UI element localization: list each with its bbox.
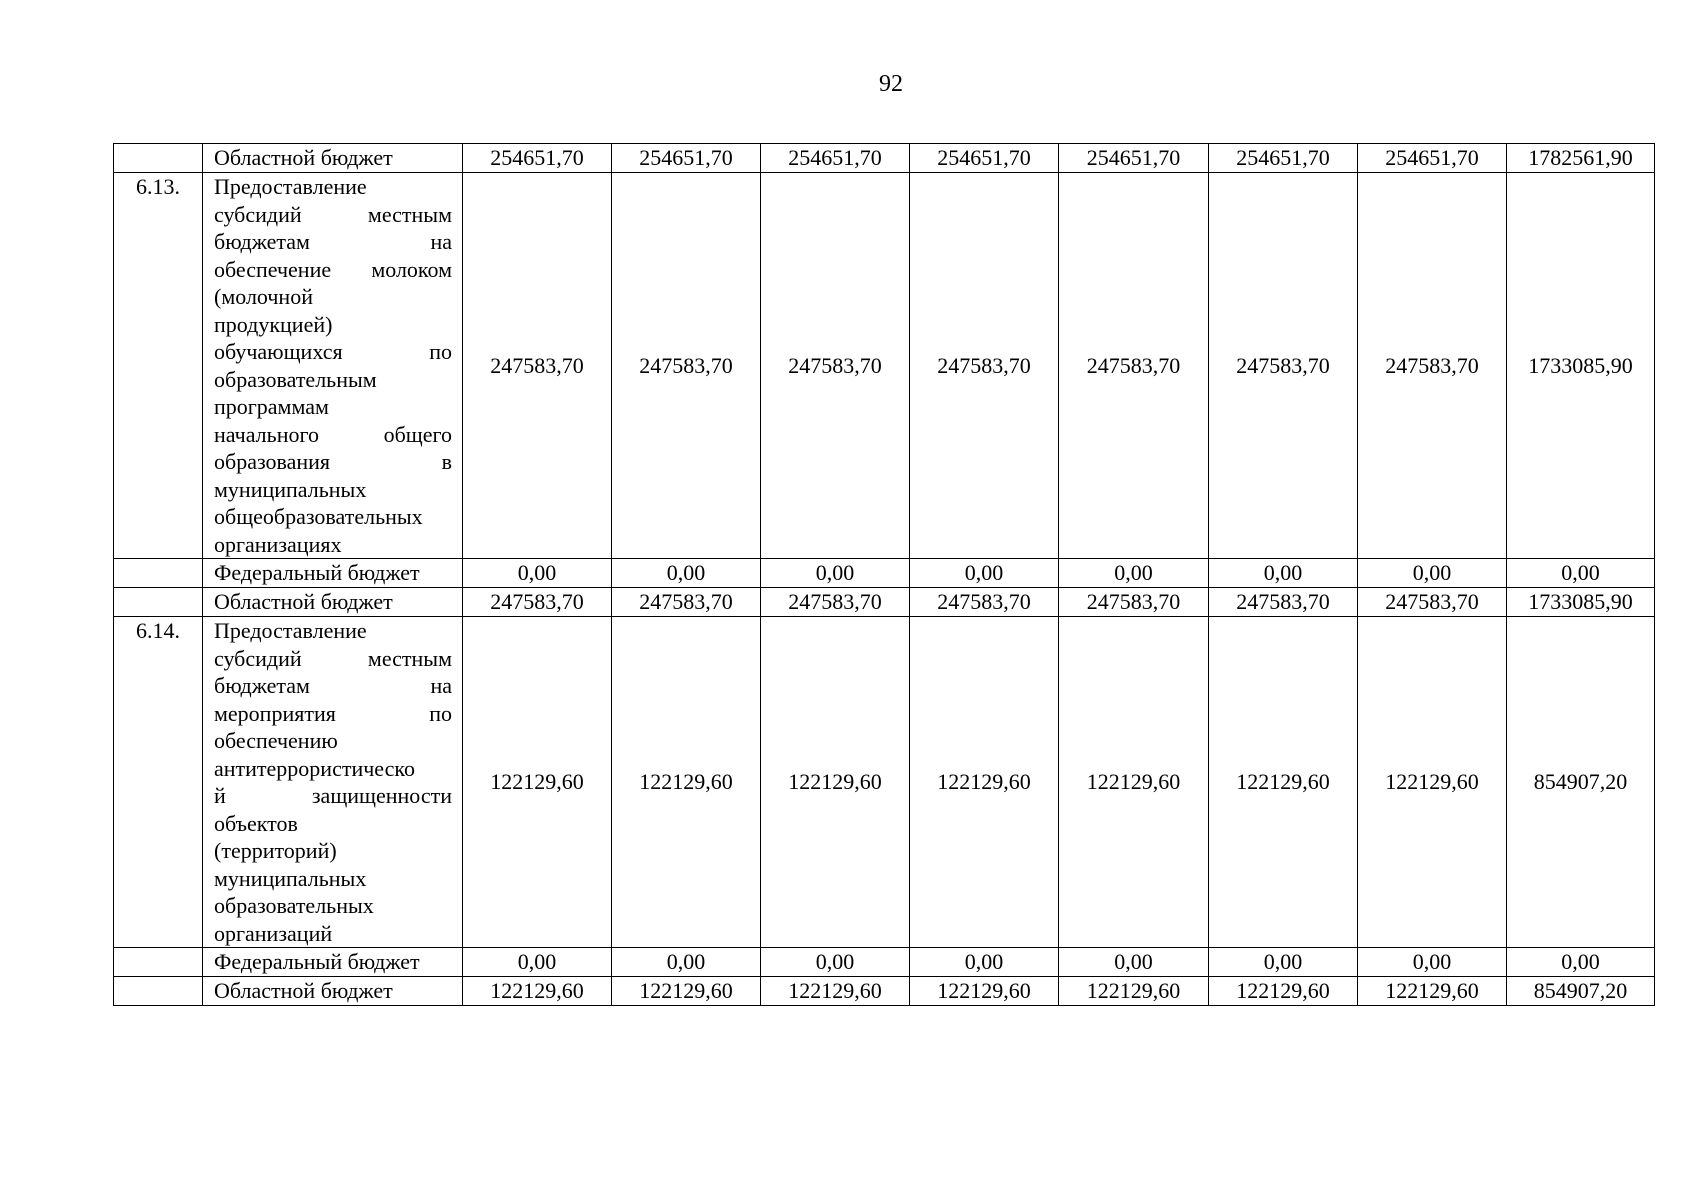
- year-value-cell: 254651,70: [1059, 144, 1209, 173]
- measure-name-line: обеспечение молоком: [214, 256, 452, 282]
- total-value-cell: 854907,20: [1507, 617, 1655, 948]
- fund-source-cell: Федеральный бюджет: [203, 559, 463, 588]
- fund-row: [114, 588, 1655, 617]
- budget-table-body: [114, 144, 1655, 1006]
- measure-name-line: бюджетам на: [214, 673, 452, 698]
- fund-row: [114, 977, 1655, 1006]
- total-value-cell: 854907,20: [1507, 977, 1655, 1006]
- row-index-cell: 6.14.: [114, 617, 203, 948]
- measure-name-line: муниципальных: [214, 476, 367, 502]
- year-value-cell: 254651,70: [612, 144, 761, 173]
- measure-name-line: мероприятия по: [214, 700, 452, 726]
- year-value-cell: 0,00: [1358, 559, 1507, 588]
- year-value-cell: 122129,60: [761, 617, 910, 948]
- year-value-cell: 247583,70: [910, 588, 1059, 617]
- year-value-cell: 247583,70: [1209, 588, 1358, 617]
- year-value-cell: 254651,70: [1358, 144, 1507, 173]
- total-value-cell: 1733085,90: [1507, 588, 1655, 617]
- year-value-cell: 0,00: [761, 559, 910, 588]
- measure-name-line: программам: [214, 394, 329, 419]
- row-index-cell: [114, 144, 203, 173]
- measure-row: [114, 173, 1655, 559]
- year-value-cell: 247583,70: [1059, 588, 1209, 617]
- year-value-cell: 247583,70: [1209, 173, 1358, 559]
- measure-name-line: образования в: [214, 449, 452, 474]
- measure-name-line: (территорий): [214, 838, 337, 863]
- year-value-cell: 247583,70: [910, 173, 1059, 559]
- measure-name-line: обеспечению: [214, 728, 338, 753]
- measure-name-line: общеобразовательных: [214, 504, 423, 529]
- year-value-cell: 122129,60: [463, 617, 612, 948]
- year-value-cell: 247583,70: [1358, 173, 1507, 559]
- fund-row: [114, 144, 1655, 173]
- year-value-cell: 0,00: [910, 948, 1059, 977]
- year-value-cell: 0,00: [1358, 948, 1507, 977]
- year-value-cell: 122129,60: [463, 977, 612, 1006]
- fund-source-cell: Областной бюджет: [203, 977, 463, 1006]
- measure-name-cell: [203, 617, 463, 948]
- measure-name-cell: [203, 173, 463, 559]
- measure-name-line: субсидий местным: [214, 201, 452, 227]
- year-value-cell: 247583,70: [612, 588, 761, 617]
- year-value-cell: 247583,70: [612, 173, 761, 559]
- year-value-cell: 122129,60: [1059, 617, 1209, 948]
- measure-name-line: субсидий местным: [214, 645, 452, 671]
- year-value-cell: 122129,60: [612, 617, 761, 948]
- measure-name-line: бюджетам на: [214, 229, 452, 254]
- measure-name-line: й защищенности: [214, 783, 452, 808]
- year-value-cell: 0,00: [463, 948, 612, 977]
- year-value-cell: 247583,70: [761, 588, 910, 617]
- year-value-cell: 0,00: [1209, 948, 1358, 977]
- measure-name-line: муниципальных: [214, 865, 367, 891]
- year-value-cell: 122129,60: [1358, 617, 1507, 948]
- measure-name-line: объектов: [214, 810, 298, 836]
- year-value-cell: 0,00: [761, 948, 910, 977]
- year-value-cell: 0,00: [910, 559, 1059, 588]
- year-value-cell: 0,00: [612, 948, 761, 977]
- total-value-cell: 0,00: [1507, 948, 1655, 977]
- year-value-cell: 247583,70: [761, 173, 910, 559]
- measure-name-line: (молочной: [214, 284, 313, 309]
- measure-name-line: антитеррористическо: [214, 755, 415, 781]
- year-value-cell: 0,00: [1059, 948, 1209, 977]
- measure-row: [114, 617, 1655, 948]
- year-value-cell: 122129,60: [910, 617, 1059, 948]
- year-value-cell: 254651,70: [761, 144, 910, 173]
- measure-name-line: Предоставление: [214, 618, 367, 643]
- fund-row: [114, 948, 1655, 977]
- year-value-cell: 254651,70: [463, 144, 612, 173]
- row-index-cell: [114, 588, 203, 617]
- measure-name-line: организациях: [214, 531, 342, 557]
- row-index-cell: [114, 948, 203, 977]
- year-value-cell: 0,00: [1059, 559, 1209, 588]
- total-value-cell: 1782561,90: [1507, 144, 1655, 173]
- row-index-cell: [114, 977, 203, 1006]
- measure-name-line: организаций: [214, 920, 333, 946]
- year-value-cell: 122129,60: [761, 977, 910, 1006]
- measure-name-line: образовательным: [214, 366, 377, 392]
- page-number: 92: [879, 71, 903, 97]
- fund-source-cell: Федеральный бюджет: [203, 948, 463, 977]
- year-value-cell: 254651,70: [910, 144, 1059, 173]
- measure-name-line: Предоставление: [214, 174, 367, 199]
- measure-name-line: продукцией): [214, 311, 333, 337]
- year-value-cell: 122129,60: [1209, 977, 1358, 1006]
- total-value-cell: 0,00: [1507, 559, 1655, 588]
- year-value-cell: 122129,60: [612, 977, 761, 1006]
- year-value-cell: 254651,70: [1209, 144, 1358, 173]
- budget-table: [113, 143, 1655, 1006]
- year-value-cell: 0,00: [612, 559, 761, 588]
- year-value-cell: 0,00: [463, 559, 612, 588]
- year-value-cell: 122129,60: [1059, 977, 1209, 1006]
- fund-row: [114, 559, 1655, 588]
- row-index-cell: 6.13.: [114, 173, 203, 559]
- measure-name-line: образовательных: [214, 893, 374, 918]
- fund-source-cell: Областной бюджет: [203, 588, 463, 617]
- total-value-cell: 1733085,90: [1507, 173, 1655, 559]
- year-value-cell: 0,00: [1209, 559, 1358, 588]
- year-value-cell: 247583,70: [1358, 588, 1507, 617]
- year-value-cell: 122129,60: [910, 977, 1059, 1006]
- measure-name-line: обучающихся по: [214, 339, 452, 364]
- year-value-cell: 122129,60: [1358, 977, 1507, 1006]
- measure-name-line: начального общего: [214, 421, 452, 447]
- year-value-cell: 122129,60: [1209, 617, 1358, 948]
- year-value-cell: 247583,70: [463, 173, 612, 559]
- year-value-cell: 247583,70: [463, 588, 612, 617]
- fund-source-cell: Областной бюджет: [203, 144, 463, 173]
- row-index-cell: [114, 559, 203, 588]
- year-value-cell: 247583,70: [1059, 173, 1209, 559]
